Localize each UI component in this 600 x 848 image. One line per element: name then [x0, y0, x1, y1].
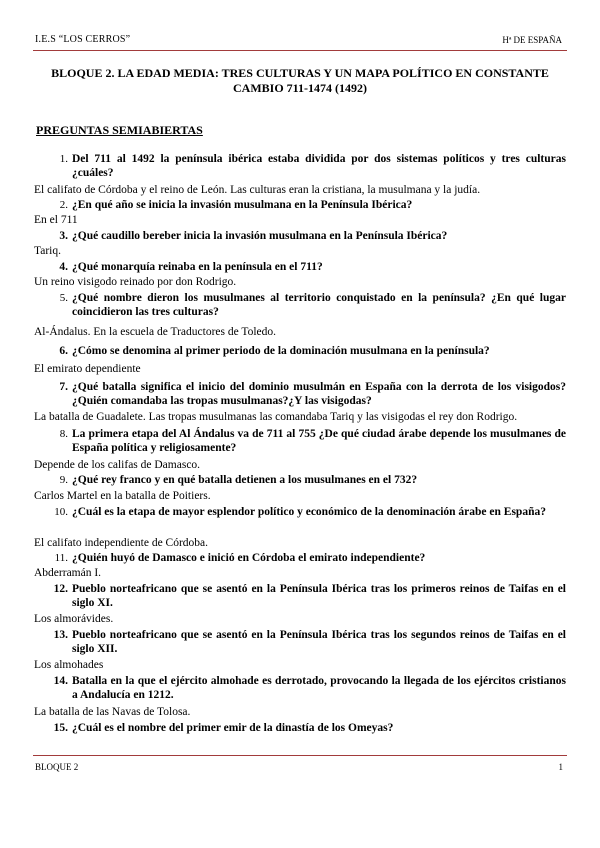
question-number: 10. — [54, 506, 68, 518]
question-14 — [53, 674, 566, 702]
question-10 — [54, 505, 566, 519]
question-13 — [53, 628, 566, 656]
answer-13: Los almohades — [34, 659, 104, 671]
answer-9: Carlos Martel en la batalla de Poitiers. — [34, 490, 211, 502]
header-subject: Hª DE ESPAÑA — [502, 35, 562, 45]
question-number: 3. — [59, 230, 68, 242]
question-number: 11. — [54, 552, 68, 564]
question-text: ¿Qué nombre dieron los musulmanes al territorio conquistado en la península? ¿En qué lugar coincidieron las tres culturas? — [72, 292, 566, 318]
answer-10: El califato independiente de Córdoba. — [34, 537, 209, 549]
question-2 — [59, 198, 566, 212]
question-text: ¿Cómo se denomina al primer periodo de la dominación musulmana en la península? — [72, 345, 490, 357]
question-text: Batalla en la que el ejército almohade es derrotado, provocando la llegada de los ejércitos cristianos a Andalucía en 1212. — [72, 675, 566, 701]
question-text: ¿Qué rey franco y en qué batalla detienen a los musulmanes en el 732? — [72, 474, 418, 486]
question-number: 6. — [59, 345, 68, 357]
answer-3: Tariq. — [34, 245, 61, 257]
question-text: ¿Qué monarquía reinaba en la península en el 711? — [72, 261, 323, 273]
document-title: BLOQUE 2. LA EDAD MEDIA: TRES CULTURAS Y UN MAPA POLÍTICO EN CONSTANTE CAMBIO 711-1474 (1492) — [51, 66, 549, 95]
question-15 — [53, 721, 566, 735]
header-divider — [33, 50, 567, 51]
question-text: ¿Qué batalla significa el inicio del dominio musulmán en España con la derrota de los visigodos? ¿Quién comandaba las tropas musulmanas?¿Y las visigodas? — [72, 381, 566, 407]
question-9 — [59, 473, 566, 487]
question-1 — [59, 152, 566, 180]
question-number: 15. — [53, 722, 68, 734]
question-8 — [59, 427, 566, 455]
question-number: 4. — [59, 261, 68, 273]
header-school: I.E.S “LOS CERROS” — [35, 34, 131, 45]
question-number: 12. — [53, 583, 68, 595]
question-number: 1. — [59, 153, 68, 165]
question-number: 2. — [59, 199, 68, 211]
question-11 — [54, 551, 566, 565]
question-text: La primera etapa del Al Ándalus va de 711 al 755 ¿De qué ciudad árabe depende los musulmanes de España política y religiosamente? — [72, 428, 566, 454]
answer-8: Depende de los califas de Damasco. — [34, 459, 201, 471]
footer-divider — [33, 755, 567, 756]
answer-11: Abderramán I. — [34, 567, 102, 579]
question-7 — [59, 380, 566, 408]
question-text: Pueblo norteafricano que se asentó en la Península Ibérica tras los primeros reinos de Taifas en el siglo XI. — [72, 583, 566, 609]
answer-4: Un reino visigodo reinado por don Rodrigo. — [34, 276, 237, 288]
question-text: ¿En qué año se inicia la invasión musulmana en la Península Ibérica? — [72, 199, 413, 211]
page-number: 1 — [558, 762, 563, 772]
question-text: ¿Qué caudillo bereber inicia la invasión musulmana en la Península Ibérica? — [72, 230, 448, 242]
section-heading: PREGUNTAS SEMIABIERTAS — [36, 123, 203, 137]
answer-7: La batalla de Guadalete. Las tropas musulmanas las comandaba Tariq y las visigodas el rey don Rodrigo. — [34, 411, 518, 423]
question-5 — [59, 291, 566, 319]
question-text: ¿Cuál es la etapa de mayor esplendor político y económico de la denominación árabe en España? — [72, 506, 546, 518]
answer-12: Los almorávides. — [34, 613, 114, 625]
footer-label: BLOQUE 2 — [35, 762, 79, 772]
question-3 — [59, 229, 566, 243]
question-number: 13. — [53, 629, 68, 641]
answer-6: El emirato dependiente — [34, 363, 141, 375]
question-12 — [53, 582, 566, 610]
question-text: Pueblo norteafricano que se asentó en la Península Ibérica tras los segundos reinos de Taifas en el siglo XII. — [72, 629, 566, 655]
question-text: ¿Cuál es el nombre del primer emir de la dinastía de los Omeyas? — [72, 722, 394, 734]
answer-1: El califato de Córdoba y el reino de León. Las culturas eran la cristiana, la musulmana y la judía. — [34, 184, 481, 196]
question-text: ¿Quién huyó de Damasco e inició en Córdoba el emirato independiente? — [72, 552, 426, 564]
answer-2: En el 711 — [34, 214, 78, 226]
answer-14: La batalla de las Navas de Tolosa. — [34, 706, 191, 718]
question-number: 14. — [53, 675, 68, 687]
question-number: 7. — [59, 381, 68, 393]
question-number: 5. — [59, 292, 68, 304]
answer-5: Al-Ándalus. En la escuela de Traductores de Toledo. — [34, 326, 277, 338]
question-4 — [59, 260, 566, 274]
question-6 — [59, 344, 566, 358]
question-number: 8. — [59, 428, 68, 440]
question-text: Del 711 al 1492 la península ibérica estaba dividida por dos sistemas políticos y tres culturas ¿cuáles? — [72, 153, 566, 179]
question-number: 9. — [59, 474, 68, 486]
